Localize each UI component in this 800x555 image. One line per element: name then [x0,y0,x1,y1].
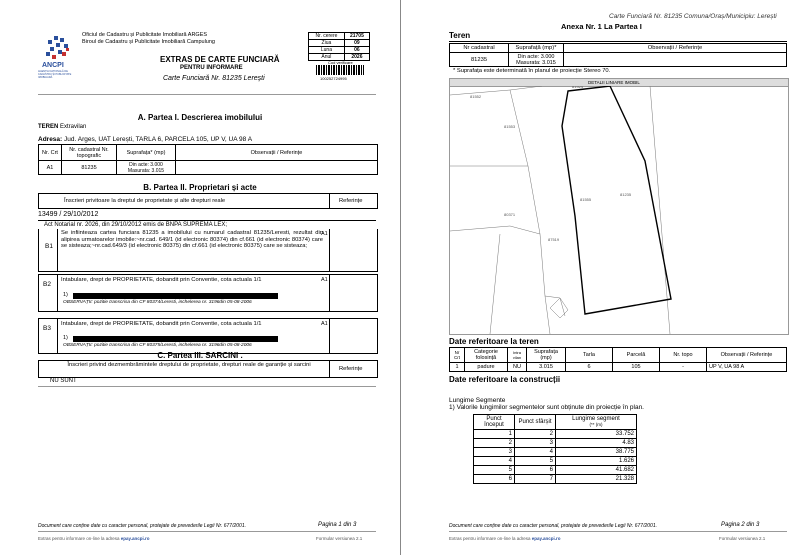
segments-subheading: 1) Valorile lungimilor segmentelor sunt obținute din proiecție în plan. [449,404,644,411]
suprafata-masurata: Masurata: 3.015 [127,167,165,174]
entry-b2 [38,274,378,312]
cell-cadastral: 81235 [62,161,117,175]
seg-cell-end: 4 [515,448,556,457]
seg-cell-start: 4 [474,457,515,466]
seg-cell-start: 1 [474,430,515,439]
registration-value: 2026 [344,54,369,61]
b1-text: Se infiinteaza cartea funciara 81235 a imobilului cu numarul cadastral 81235/Leresti, rezultat din alipirea urmatoarelor imobile:~nr.cad. 649/1 (id electronic 80374) din cf.661 (id electronic 80374) care se sisteaza;~nr.cad.649/3 (id electronic 80375) din cf.661 (id electronic 80375) care se sisteaza; [61,230,323,249]
office-line-2: Biroul de Cadastru și Publicitate Imobiliară Campulung [82,39,215,45]
page2-footer-site-link[interactable]: epay.ancpi.ro [531,536,561,541]
part-a-table [38,144,378,175]
part-c-value: NU SUNT [50,378,77,384]
b2-ref: A1 [321,277,328,283]
b2-observatii: OBSERVAȚII: pozitie transcrisa din CF 80374/Leresti, inchelerea nr. 3196din 05-08-2006 [63,300,252,305]
table-row [474,448,637,457]
registration-label: Ziua [309,40,345,47]
part-c-header-ref: Referințe [339,366,363,372]
seg-cell-start: 3 [474,448,515,457]
entry-number: 13499 / 29/10/2012 [38,211,99,218]
teren-value: Extravilan [60,124,87,130]
table-row [474,466,637,475]
table-row [474,439,637,448]
seg-cell-length: 41.682 [556,466,637,475]
registration-row [309,47,370,54]
registration-value: 21705 [344,33,369,40]
entry-b1 [38,229,378,272]
seg-cell-length: 38.775 [556,448,637,457]
map-label-80371: 80371 [504,212,516,217]
col-nr-crt: Nr. Crt [39,145,62,161]
page-2 [401,0,800,555]
seg-col-length [556,415,637,430]
registration-row [309,33,370,40]
document-title: EXTRAS DE CARTE FUNCIARĂ [160,55,280,64]
page2-footer-note: Document care conține date cu caracter personal, protejate de prevederile Legii Nr. 677/2001. [449,523,657,529]
b1-ref: A1 [321,231,328,237]
ancpi-logo [38,34,78,79]
seg-col-length-label: Lungime segment [572,416,620,422]
dt-cell-topo: - [660,363,707,372]
segments-table [473,414,637,484]
seg-col-start: Punct început [474,415,515,430]
parcel-plan [450,86,788,334]
office-line-1: Oficiul de Cadastru și Publicitate Imobiliară ARGES [82,32,208,38]
dt-col-parcela: Parcelă [613,348,660,363]
dt-cell-crt: 1 [450,363,465,372]
col-nr-cadastral: Nr. cadastral Nr. topografic [62,145,117,161]
seg-cell-end: 5 [515,457,556,466]
b3-num: 1) [63,335,68,341]
teren-col-suprafata: Suprafață (mp)* [509,44,564,53]
footer-form-version: Formular versiunea 2.1 [316,536,363,541]
b2-num: 1) [63,292,68,298]
page2-footer-online [449,536,560,541]
seg-cell-length: 21.328 [556,475,637,484]
date-constructii-heading: Date referitoare la construcții [449,375,561,384]
dt-col-intravilan: Intra vilan [508,348,527,363]
seg-cell-length: 4.83 [556,439,637,448]
part-c-header-box [38,360,378,378]
teren-heading: Teren [449,31,471,40]
map-label-87519: 87519 [548,237,560,242]
cf-line: Carte Funciară Nr. 81235 Lerești [163,75,265,82]
map-title: DETALII LINIARE IMOBIL [588,80,640,85]
segments-heading: Lungime Segmente [449,397,506,404]
teren-cell-cadastral: 81235 [450,53,509,67]
seg-col-length-unit: (** (m) [589,422,603,427]
b3-id: B3 [43,325,51,332]
seg-cell-length: 1.626 [556,457,637,466]
registration-table [308,32,370,61]
dt-col-crt: Nr Crt [450,348,465,363]
table-row [474,457,637,466]
teren-cell-observatii [564,53,787,67]
seg-cell-end: 6 [515,466,556,475]
logo-name: ANCPI [42,62,64,69]
teren-label: TEREN [38,124,59,130]
teren-table [449,43,787,67]
cell-crt: A1 [39,161,62,175]
registration-label: Luna [309,47,345,54]
part-b-header-box [38,193,378,209]
page2-header: Carte Funciară Nr. 81235 Comuna/Oraș/Municipiu: Lerești [609,13,777,20]
footer-online [38,536,149,541]
b3-ref: A1 [321,321,328,327]
part-b-header-main: Înscrieri privitoare la dreptul de proprietate și alte drepturi reale [64,198,226,204]
teren-line [38,124,86,130]
registration-row [309,40,370,47]
b3-observatii: OBSERVAȚII: pozitie transcrisa din CF 80375/Leresti, inchelerea nr. 3196din 05-08-2006 [63,343,252,348]
dt-cell-tarla: 6 [566,363,613,372]
page2-page-number: Pagina 2 din 3 [721,522,760,528]
dt-cell-categorie: padure [465,363,508,372]
suprafata-acte: Din acte: 3.000 [129,161,163,168]
b2-text: Intabulare, drept de PROPRIETATE, dobandit prin Conventie, cota actuala 1/1 [61,277,262,283]
logo-emblem-icon [38,34,78,64]
teren-suprafata-acte: Din acte: 3.000 [517,53,555,60]
part-a-heading: A. Partea I. Descrierea imobilului [137,113,263,122]
teren-col-observatii: Observații / Referințe [564,44,787,53]
b1-id: B1 [45,243,53,250]
barcode [316,65,364,75]
footer-online-text: Extras pentru informare on-line la adresa [38,536,121,541]
map-label-81555: 81555 [580,197,592,202]
verification-label: Cod verificare [328,60,353,65]
teren-suprafata-masurata: Masurata: 3.015 [516,59,556,66]
top-rule [38,94,376,95]
part-b-heading: B. Partea II. Proprietari și acte [143,183,257,192]
seg-col-end: Punct sfârșit [515,415,556,430]
table-row [474,475,637,484]
address-label: Adresa: [38,136,63,143]
page2-footer-form-version: Formular versiunea 2.1 [719,536,766,541]
logo-subtitle: AGENȚIA NAȚIONALĂ DE CADASTRU ȘI PUBLICITATE IMOBILIARĂ [38,70,72,79]
registration-label: Nr. cerere [309,33,345,40]
teren-note: * Suprafața este determinată în planul de proiecție Stereo 70. [453,68,611,74]
registration-value: 09 [344,40,369,47]
seg-cell-start: 6 [474,475,515,484]
b2-redacted-owner [73,293,278,299]
address-line [38,136,252,143]
registration-value: 06 [344,47,369,54]
col-observatii: Observații / Referințe [176,145,378,161]
dt-col-topo: Nr. topo [660,348,707,363]
seg-cell-end: 2 [515,430,556,439]
b2-id: B2 [43,281,51,288]
seg-cell-length: 33.752 [556,430,637,439]
table-row [474,430,637,439]
seg-cell-start: 2 [474,439,515,448]
cell-suprafata [117,161,176,175]
teren-cell-suprafata [509,53,564,67]
table-row [450,363,787,372]
date-teren-table [449,347,787,372]
verification-code: 100252724995 [320,76,347,81]
map-label-81553: 81553 [504,124,516,129]
seg-cell-start: 5 [474,466,515,475]
entry-b3 [38,318,378,354]
teren-col-cadastral: Nr cadastral [450,44,509,53]
part-b-header-ref: Referințe [339,198,363,204]
dt-col-observatii: Observații / Referințe [707,348,787,363]
page-number: Pagina 1 din 3 [318,522,357,528]
map-label-81924: 81924 [572,86,584,89]
seg-cell-end: 3 [515,439,556,448]
dt-col-tarla: Tarla [566,348,613,363]
col-suprafata: Suprafața* (mp) [117,145,176,161]
registration-label: Anul [309,54,345,61]
dt-cell-parcela: 105 [613,363,660,372]
map-label-81552: 81552 [470,94,482,99]
dt-cell-intravilan: NU [508,363,527,372]
cell-observatii [176,161,378,175]
annex-title: Anexa Nr. 1 La Partea I [561,22,642,31]
dt-col-categorie: Categorie folosință [465,348,508,363]
b3-text: Intabulare, drept de PROPRIETATE, dobandit prin Conventie, cota actuala 1/1 [61,321,262,327]
document-subtitle: PENTRU INFORMARE [180,65,243,71]
footer-site-link[interactable]: epay.ancpi.ro [120,536,150,541]
dt-cell-observatii: UP V, UA 98 A [707,363,787,372]
part-c-header-main: Înscrieri privind dezmembrămintele dreptului de proprietate, drepturi reale de garanție și sarcini [67,362,311,368]
dt-cell-suprafata: 3.015 [527,363,566,372]
address-value: Jud. Arges, UAT Lerești, TARLA 6, PARCELA 105, UP V, UA 98 A [64,136,253,143]
act-line: Act Notarial nr. 2026, din 29/10/2012 emis de BNPA SUPREMA LEX; [44,222,227,228]
map-label-81235: 81235 [620,192,632,197]
part-c-heading: C. Partea III. SARCINI . [157,351,243,360]
dt-col-suprafata: Suprafața (mp) [527,348,566,363]
parcel-map [449,78,789,335]
footer-note: Document care conține date cu caracter personal, protejate de prevederile Legii Nr. 677/2001. [38,523,246,529]
page2-footer-online-text: Extras pentru informare on-line la adresa [449,536,532,541]
b3-redacted-owner [73,336,278,342]
seg-cell-end: 7 [515,475,556,484]
date-teren-heading: Date referitoare la teren [449,337,539,346]
